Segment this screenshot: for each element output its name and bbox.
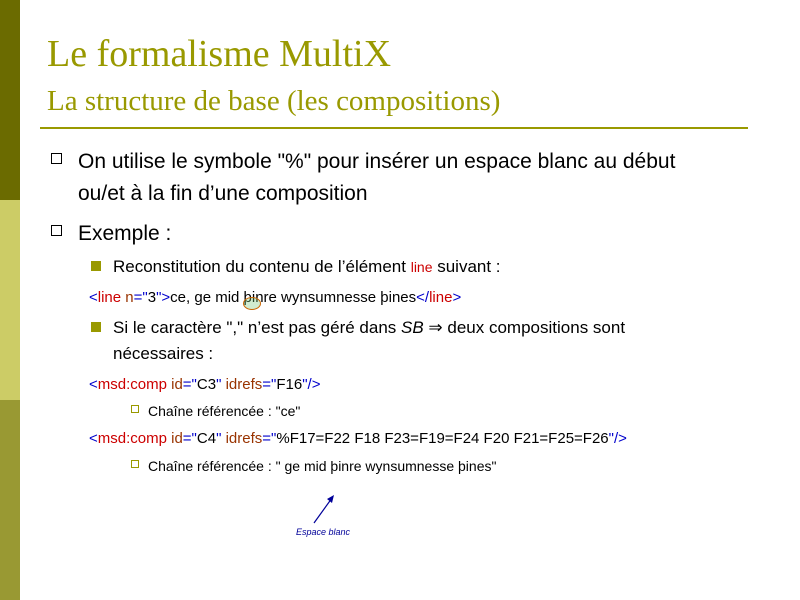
bullet-text-1b: ou/et à la fin d’une composition (78, 182, 368, 205)
tag-name: msd:comp (97, 430, 167, 447)
sub-bullet-1 (113, 254, 501, 280)
end-tag-name: line (429, 289, 453, 306)
attr-name: id (166, 430, 183, 447)
end-tag-close: > (452, 289, 462, 306)
attr-value: 3 (147, 289, 157, 306)
attr-name: id (166, 376, 183, 393)
hollow-square-bullet-icon (131, 460, 139, 468)
tag-close: "> (156, 289, 171, 306)
attr-eq: =" (182, 430, 197, 447)
code-line-element (89, 287, 461, 309)
sub-bullet-2 (113, 315, 625, 341)
code-comp-c4 (89, 428, 627, 450)
attr-quote: " (216, 376, 222, 393)
filled-square-bullet-icon (91, 322, 101, 332)
bullet-text-2: Exemple : (78, 222, 172, 245)
sub-bullet-1-pre: Reconstitution du contenu de l’élément (113, 257, 411, 276)
attr-value: %F17=F22 F18 F23=F19=F24 F20 F21=F25=F26 (276, 430, 609, 447)
end-tag-open: </ (416, 289, 430, 306)
title-divider (40, 127, 748, 129)
slide-subtitle: La structure de base (les compositions) (47, 85, 501, 117)
annotation-note: Espace blanc (296, 527, 351, 537)
attr-name: idrefs (221, 376, 263, 393)
side-bar-top (0, 0, 20, 200)
attr-value: C4 (196, 430, 217, 447)
tag-open: < (89, 376, 98, 393)
attr-eq: =" (182, 376, 197, 393)
tag-name: msd:comp (97, 376, 167, 393)
tag-name: line (97, 289, 122, 306)
tag-close: "/> (608, 430, 627, 447)
slide-title: Le formalisme MultiX (47, 33, 392, 75)
attr-name: n (121, 289, 134, 306)
side-bar-bottom (0, 400, 20, 600)
attr-name: idrefs (221, 430, 263, 447)
sub-bullet-2-pre: Si le caractère "," n’est pas géré dans (113, 318, 401, 337)
keyword-line: line (410, 259, 433, 275)
attr-value: F16 (276, 376, 303, 393)
ref-string-1: Chaîne référencée : "ce" (148, 403, 301, 419)
code-comp-c3 (89, 374, 320, 396)
sb-term: SB (401, 318, 424, 337)
bullet-text-1a: On utilise le symbole "%" pour insérer un espace blanc au début (78, 150, 676, 173)
side-bar-middle (0, 200, 20, 400)
sub-bullet-2-line2: nécessaires : (113, 344, 214, 363)
attr-eq: =" (133, 289, 148, 306)
attr-value: C3 (196, 376, 217, 393)
sub-bullet-2-post: deux compositions sont (447, 318, 626, 337)
hollow-square-bullet-icon (131, 405, 139, 413)
square-bullet-icon (51, 225, 62, 236)
tag-close: "/> (302, 376, 321, 393)
line-text: ce, ge mid þinre wynsumnesse þines (170, 289, 417, 306)
attr-eq: =" (262, 430, 277, 447)
ref-string-2: Chaîne référencée : " ge mid þinre wynsumnesse þines" (148, 458, 497, 474)
attr-quote: " (216, 430, 222, 447)
highlight-circle (243, 297, 261, 310)
sub-bullet-1-post: suivant : (432, 257, 501, 276)
attr-eq: =" (262, 376, 277, 393)
arrow-icon (310, 493, 340, 525)
tag-open: < (89, 430, 98, 447)
filled-square-bullet-icon (91, 261, 101, 271)
square-bullet-icon (51, 153, 62, 164)
tag-open: < (89, 289, 98, 306)
implies-arrow: ⇒ (423, 318, 448, 337)
